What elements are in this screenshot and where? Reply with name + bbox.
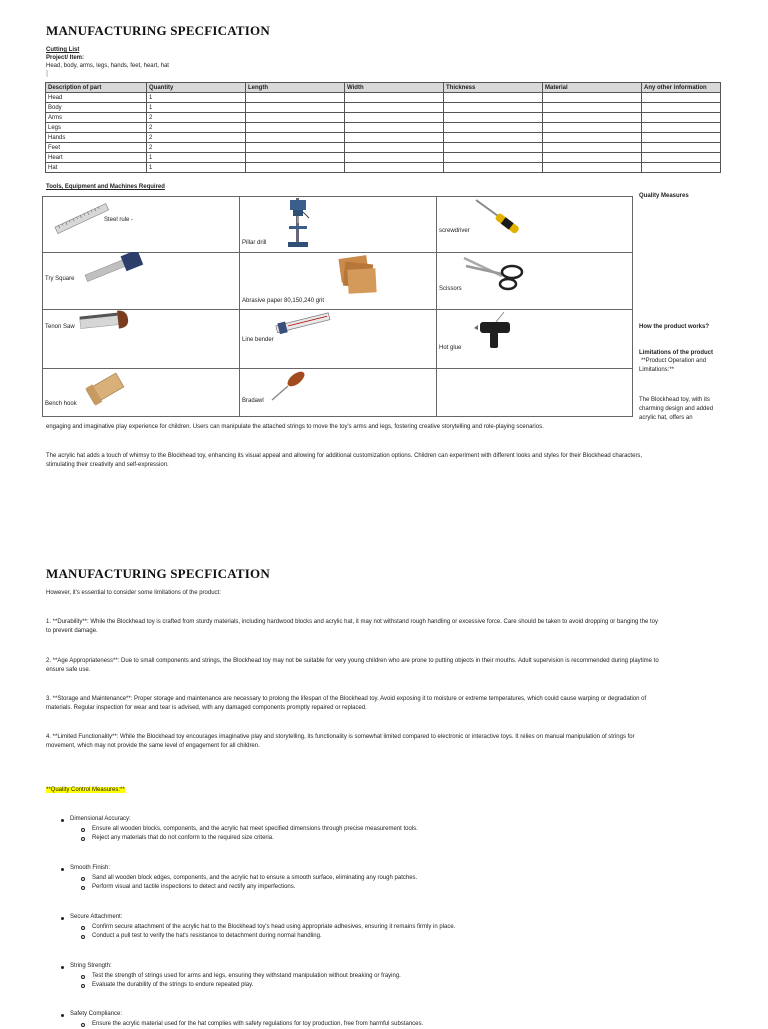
operation-line: **Product Operation and bbox=[641, 358, 707, 364]
tool-label-scissors: Scissors bbox=[439, 286, 462, 292]
grid-line bbox=[632, 196, 633, 416]
cell bbox=[642, 103, 721, 113]
pillar-drill-icon bbox=[285, 196, 311, 248]
cell bbox=[444, 103, 543, 113]
cell bbox=[642, 153, 721, 163]
cell bbox=[246, 163, 345, 173]
cell: 1 bbox=[147, 153, 246, 163]
grid-line bbox=[239, 196, 240, 416]
cell bbox=[345, 153, 444, 163]
cell bbox=[444, 113, 543, 123]
cell bbox=[345, 163, 444, 173]
tool-label-abrasive-paper: Abrasive paper 80,150,240 grit bbox=[242, 298, 325, 304]
cell bbox=[543, 123, 642, 133]
cell bbox=[246, 103, 345, 113]
cell bbox=[345, 133, 444, 143]
qc-item: Confirm secure attachment of the acrylic hat to the Blockhead toy's head using appropriate adhesives, ensuring it remains firmly in place. bbox=[92, 924, 456, 930]
cell bbox=[543, 93, 642, 103]
cell bbox=[642, 113, 721, 123]
steel-rule-icon bbox=[52, 202, 112, 236]
cutting-list-heading: Cutting List bbox=[46, 47, 80, 53]
col-length: Length bbox=[246, 83, 345, 93]
grid-line bbox=[436, 196, 437, 416]
cell: Feet bbox=[46, 143, 147, 153]
table-row bbox=[46, 133, 721, 143]
tool-label-bench-hook: Bench hook bbox=[45, 401, 77, 407]
how-works-label: How the product works? bbox=[639, 324, 710, 330]
cell bbox=[642, 143, 721, 153]
bullet-icon bbox=[61, 966, 64, 969]
bradawl-icon bbox=[268, 370, 308, 404]
cell: Hat bbox=[46, 163, 147, 173]
col-width: Width bbox=[345, 83, 444, 93]
grid-line bbox=[42, 368, 633, 369]
bullet-icon bbox=[61, 868, 64, 871]
sub-bullet-icon bbox=[81, 837, 85, 841]
bullet-icon bbox=[61, 1014, 64, 1017]
blockhead-line: acrylic hat, offers an bbox=[639, 415, 693, 421]
quality-measures-label: Quality Measures bbox=[639, 193, 689, 199]
cell: Head bbox=[46, 93, 147, 103]
cell bbox=[246, 143, 345, 153]
cell bbox=[345, 93, 444, 103]
paragraph: The acrylic hat adds a touch of whimsy to the Blockhead toy, enhancing its visual appeal and allowing for additional customization options. Children can experiment with different looks and styles for their Blockhead characters, bbox=[46, 453, 643, 459]
qc-item: Perform visual and tactile inspections to detect and rectify any imperfections. bbox=[92, 884, 296, 890]
table-row bbox=[46, 93, 721, 103]
cell bbox=[246, 123, 345, 133]
tools-grid bbox=[42, 196, 632, 416]
operation-line: Limitations:** bbox=[639, 367, 675, 373]
cell bbox=[642, 123, 721, 133]
tool-label-bradawl: Bradawl bbox=[242, 398, 264, 404]
cell: 2 bbox=[147, 133, 246, 143]
tool-label-try-square: Try Square bbox=[45, 276, 75, 282]
line-bender-icon bbox=[274, 310, 334, 336]
qc-title: Smooth Finish: bbox=[70, 865, 111, 871]
limitation-item: ensure safe use. bbox=[46, 667, 91, 673]
tool-label-screwdriver: screwdriver bbox=[439, 228, 470, 234]
tool-label-pillar-drill: Pillar drill bbox=[242, 240, 267, 246]
cell bbox=[345, 123, 444, 133]
cell: 2 bbox=[147, 113, 246, 123]
qc-item: Evaluate the durability of the strings to endure repeated play. bbox=[92, 982, 254, 988]
qc-title: String Strength: bbox=[70, 963, 112, 969]
blockhead-line: charming design and added bbox=[639, 406, 714, 412]
cell bbox=[246, 153, 345, 163]
col-material: Material bbox=[543, 83, 642, 93]
cell: 1 bbox=[147, 103, 246, 113]
cell bbox=[444, 163, 543, 173]
qc-heading: **Quality Control Measures:** bbox=[46, 787, 125, 793]
sub-bullet-icon bbox=[81, 984, 85, 988]
tool-label-hot-glue: Hot glue bbox=[439, 345, 462, 351]
cell bbox=[543, 113, 642, 123]
cell: Hands bbox=[46, 133, 147, 143]
cell bbox=[246, 113, 345, 123]
paragraph: engaging and imaginative play experience for children. Users can manipulate the attached strings to move the toy's arms and legs, fostering creative storytelling and role-playing scenarios. bbox=[46, 424, 544, 430]
cell bbox=[246, 133, 345, 143]
limitations-label: Limitations of the product bbox=[639, 350, 713, 356]
cell bbox=[444, 143, 543, 153]
col-description: Description of part bbox=[46, 83, 147, 93]
project-scribble: ⸾ bbox=[46, 71, 49, 77]
cell: Heart bbox=[46, 153, 147, 163]
cell: Legs bbox=[46, 123, 147, 133]
cell: 1 bbox=[147, 163, 246, 173]
scissors-icon bbox=[462, 252, 526, 294]
paragraph: stimulating their creativity and self-expression. bbox=[46, 462, 169, 468]
col-other-info: Any other information bbox=[642, 83, 721, 93]
cell bbox=[444, 93, 543, 103]
cell bbox=[543, 133, 642, 143]
cell bbox=[543, 163, 642, 173]
page-title: MANUFACTURING SPECFICATION bbox=[46, 23, 270, 38]
sub-bullet-icon bbox=[81, 975, 85, 979]
sub-bullet-icon bbox=[81, 935, 85, 939]
qc-item: Ensure all wooden blocks, components, and the acrylic hat meet specified dimensions through precise measurement tools. bbox=[92, 826, 418, 832]
grid-line bbox=[42, 196, 43, 416]
tenon-saw-icon bbox=[78, 308, 132, 332]
sub-bullet-icon bbox=[81, 877, 85, 881]
cell bbox=[642, 163, 721, 173]
bullet-icon bbox=[61, 917, 64, 920]
qc-item: Reject any materials that do not conform to the required size criteria. bbox=[92, 835, 274, 841]
qc-item: Sand all wooden block edges, components, and the acrylic hat to ensure a smooth surface, eliminating any rough patches. bbox=[92, 875, 418, 881]
limitation-item: to prevent damage. bbox=[46, 628, 98, 634]
tools-heading: Tools, Equipment and Machines Required bbox=[46, 184, 165, 190]
cell bbox=[642, 133, 721, 143]
cell: 2 bbox=[147, 143, 246, 153]
qc-title: Dimensional Accuracy: bbox=[70, 816, 131, 822]
qc-item: Test the strength of strings used for arms and legs, ensuring they withstand manipulation without breaking or fraying. bbox=[92, 973, 401, 979]
cell bbox=[246, 93, 345, 103]
qc-item: Conduct a pull test to verify the hat's resistance to detachment during normal handling. bbox=[92, 933, 322, 939]
table-row bbox=[46, 163, 721, 173]
limitation-item: 4. **Limited Functionality**: While the Blockhead toy encourages imaginative play and storytelling, its functionality is somewhat limited compared to electronic or interactive toys. It relies on manual manipulation of strings for bbox=[46, 734, 635, 740]
sub-bullet-icon bbox=[81, 828, 85, 832]
cell: 1 bbox=[147, 93, 246, 103]
grid-line bbox=[42, 196, 633, 197]
screwdriver-icon bbox=[472, 196, 524, 238]
limitation-item: movement, which may not provide the same level of engagement for all children. bbox=[46, 743, 260, 749]
grid-line bbox=[42, 416, 633, 417]
cutting-list-table bbox=[45, 82, 721, 173]
try-square-icon bbox=[80, 252, 146, 282]
cell bbox=[543, 143, 642, 153]
cell: Body bbox=[46, 103, 147, 113]
bullet-icon bbox=[61, 819, 64, 822]
abrasive-paper-icon bbox=[334, 253, 382, 297]
cell bbox=[444, 123, 543, 133]
sub-bullet-icon bbox=[81, 926, 85, 930]
limitation-item: 2. **Age Appropriateness**: Due to small components and strings, the Blockhead toy may not be suitable for very young children who are prone to putting objects in their mouths. Adult supervision is recommended during playtime to bbox=[46, 658, 659, 664]
cell bbox=[345, 103, 444, 113]
bench-hook-icon bbox=[82, 370, 130, 406]
table-header-row bbox=[46, 83, 721, 93]
cell bbox=[642, 93, 721, 103]
cell bbox=[543, 103, 642, 113]
qc-title: Safety Compliance: bbox=[70, 1011, 123, 1017]
col-thickness: Thickness bbox=[444, 83, 543, 93]
cell bbox=[444, 153, 543, 163]
cell: 2 bbox=[147, 123, 246, 133]
tool-label-line-bender: Line bender bbox=[242, 337, 274, 343]
table-row bbox=[46, 143, 721, 153]
limitation-item: materials. Regular inspection for wear and tear is advised, with any damaged components promptly repaired or replaced. bbox=[46, 705, 367, 711]
page-title-2: MANUFACTURING SPECFICATION bbox=[46, 566, 270, 581]
limitation-item: 1. **Durability**: While the Blockhead toy is crafted from sturdy materials, including hardwood blocks and acrylic hat, it may not withstand rough handling or excessive force. Care should be taken to avoid dropping or banging the toy bbox=[46, 619, 658, 625]
table-row bbox=[46, 153, 721, 163]
cell bbox=[444, 133, 543, 143]
qc-item: Ensure the acrylic material used for the hat complies with safety regulations for toy production, free from harmful substances. bbox=[92, 1021, 424, 1027]
table-row bbox=[46, 123, 721, 133]
table-row bbox=[46, 113, 721, 123]
project-value: Head, body, arms, legs, hands, feet, heart, hat bbox=[46, 63, 169, 69]
hot-glue-icon bbox=[474, 310, 518, 350]
blockhead-line: The Blockhead toy, with its bbox=[639, 397, 710, 403]
limitation-item: 3. **Storage and Maintenance**: Proper storage and maintenance are necessary to prolong the lifespan of the Blockhead toy. Avoid exposing it to moisture or extreme temperatures, which could cause warping or degradation of bbox=[46, 696, 647, 702]
cell bbox=[345, 143, 444, 153]
tool-label-tenon-saw: Tenon Saw bbox=[45, 324, 75, 330]
sub-bullet-icon bbox=[81, 886, 85, 890]
spacer bbox=[88, 222, 89, 223]
cell bbox=[345, 113, 444, 123]
intro: However, it's essential to consider some limitations of the product: bbox=[46, 590, 221, 596]
cell bbox=[543, 153, 642, 163]
table-row bbox=[46, 103, 721, 113]
cell: Arms bbox=[46, 113, 147, 123]
tool-label-steel-rule: Steel rule - bbox=[104, 217, 134, 223]
col-quantity: Quantity bbox=[147, 83, 246, 93]
qc-title: Secure Attachment: bbox=[70, 914, 123, 920]
project-label: Project/ Item: bbox=[46, 55, 85, 61]
